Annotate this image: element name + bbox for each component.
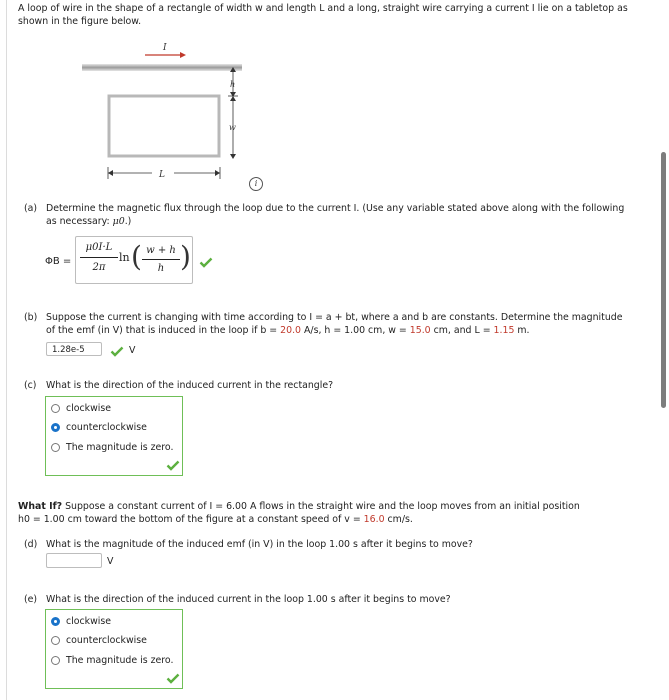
option-e-label-1: counterclockwise xyxy=(66,634,147,646)
radio-e-0[interactable] xyxy=(51,617,60,626)
check-icon-e xyxy=(166,673,180,684)
b-value: 20.0 xyxy=(280,325,302,336)
check-icon-c xyxy=(166,460,180,471)
radio-c-2[interactable] xyxy=(51,443,60,452)
flux-numerator: μ0I·L xyxy=(85,242,113,253)
v-unit: cm/s. xyxy=(387,514,413,525)
intro-line-1: A loop of wire in the shape of a rectangle of width w and length L and a long, straight wire carrying a current I lie on a tabletop as xyxy=(18,3,628,14)
part-d-question: What is the magnitude of the induced emf (in V) in the loop 1.00 s after it begins to move? xyxy=(46,539,473,550)
radio-e-1[interactable] xyxy=(51,636,60,645)
what-if-line-2 xyxy=(18,513,413,526)
radio-e-2[interactable] xyxy=(51,656,60,665)
what-if-line-1-rest: Suppose a constant current of I = 6.00 A flows in the straight wire and the loop moves from an initial position xyxy=(65,501,580,512)
scrollbar-thumb[interactable] xyxy=(661,152,666,408)
what-if-bold: What If? xyxy=(18,501,63,512)
option-c-label-1: counterclockwise xyxy=(66,421,147,433)
inner-denominator: h xyxy=(157,263,165,274)
part-a-letter: (a) xyxy=(24,203,38,214)
option-e-zero[interactable] xyxy=(51,653,173,667)
inner-numerator: w + h xyxy=(146,245,176,256)
option-e-label-0: clockwise xyxy=(66,615,112,627)
intro-line-2: shown in the figure below. xyxy=(18,16,142,27)
mu0-symbol: μ0 xyxy=(112,216,125,227)
paren-left: ( xyxy=(131,240,142,273)
part-b-text-1: Suppose the current is changing with time according to I = a + bt, where a and b are constants. Determine the magnitude xyxy=(46,312,623,323)
part-c-question: What is the direction of the induced current in the rectangle? xyxy=(46,380,334,391)
check-icon-b xyxy=(110,346,124,357)
info-icon[interactable]: i xyxy=(249,177,263,191)
part-a-text-2-pre: as necessary: xyxy=(46,216,110,227)
option-c-label-2: The magnitude is zero. xyxy=(66,441,174,453)
current-arrowhead xyxy=(180,52,186,58)
option-e-label-2: The magnitude is zero. xyxy=(66,654,174,666)
part-c-letter: (c) xyxy=(24,380,37,391)
paren-right: ) xyxy=(180,240,191,273)
option-c-counterclockwise[interactable] xyxy=(51,420,147,434)
part-b-letter: (b) xyxy=(24,312,38,323)
loop-figure xyxy=(80,40,280,190)
option-c-clockwise[interactable] xyxy=(51,401,111,415)
what-if-line-2-pre: h0 = 1.00 cm toward the bottom of the figure at a constant speed of v = xyxy=(18,514,361,525)
option-c-zero[interactable] xyxy=(51,440,173,454)
flux-denominator: 2π xyxy=(92,262,106,273)
w-value: 15.0 xyxy=(409,325,431,336)
part-e-question: What is the direction of the induced current in the loop 1.00 s after it begins to move? xyxy=(46,594,451,605)
ln-symbol: ln xyxy=(119,251,130,264)
radio-c-0[interactable] xyxy=(51,404,60,413)
part-a-text-2 xyxy=(46,215,131,228)
phi-b-label: ΦB = xyxy=(45,256,72,267)
L-unit: m. xyxy=(517,325,530,336)
check-icon-a xyxy=(199,257,213,268)
part-c-options xyxy=(45,396,183,476)
h-label: h xyxy=(230,80,236,89)
part-b-text-2 xyxy=(46,324,530,337)
flux-fraction-bar xyxy=(80,257,118,258)
wire-loop xyxy=(109,96,219,156)
induced-emf-input[interactable] xyxy=(46,553,102,568)
emf-answer-input[interactable]: 1.28e-5 xyxy=(46,342,102,356)
L-value: 1.15 xyxy=(493,325,515,336)
part-e-letter: (e) xyxy=(24,594,38,605)
option-e-counterclockwise[interactable] xyxy=(51,633,147,647)
part-a-text-2-post: .) xyxy=(124,216,132,227)
radio-c-1[interactable] xyxy=(51,423,60,432)
L-label: L xyxy=(159,170,165,180)
straight-wire xyxy=(82,64,242,71)
current-label: I xyxy=(163,43,167,53)
part-e-options xyxy=(45,609,183,689)
what-if-line-1 xyxy=(18,500,580,513)
part-a-text-1: Determine the magnetic flux through the loop due to the current I. (Use any variable stated above along with the following xyxy=(46,203,625,214)
inner-fraction-bar xyxy=(142,259,180,260)
option-e-clockwise[interactable] xyxy=(51,614,111,628)
b-unit: A/s, h = 1.00 cm, w = xyxy=(304,325,407,336)
w-label: w xyxy=(229,123,236,132)
part-d-letter: (d) xyxy=(24,539,38,550)
option-c-label-0: clockwise xyxy=(66,402,112,414)
v-value: 16.0 xyxy=(363,514,385,525)
emf-unit-b: V xyxy=(129,345,136,356)
w-unit: cm, and L = xyxy=(433,325,491,336)
part-b-text-2-pre: of the emf (in V) that is induced in the loop if b = xyxy=(46,325,278,336)
emf-unit-d: V xyxy=(107,556,114,567)
